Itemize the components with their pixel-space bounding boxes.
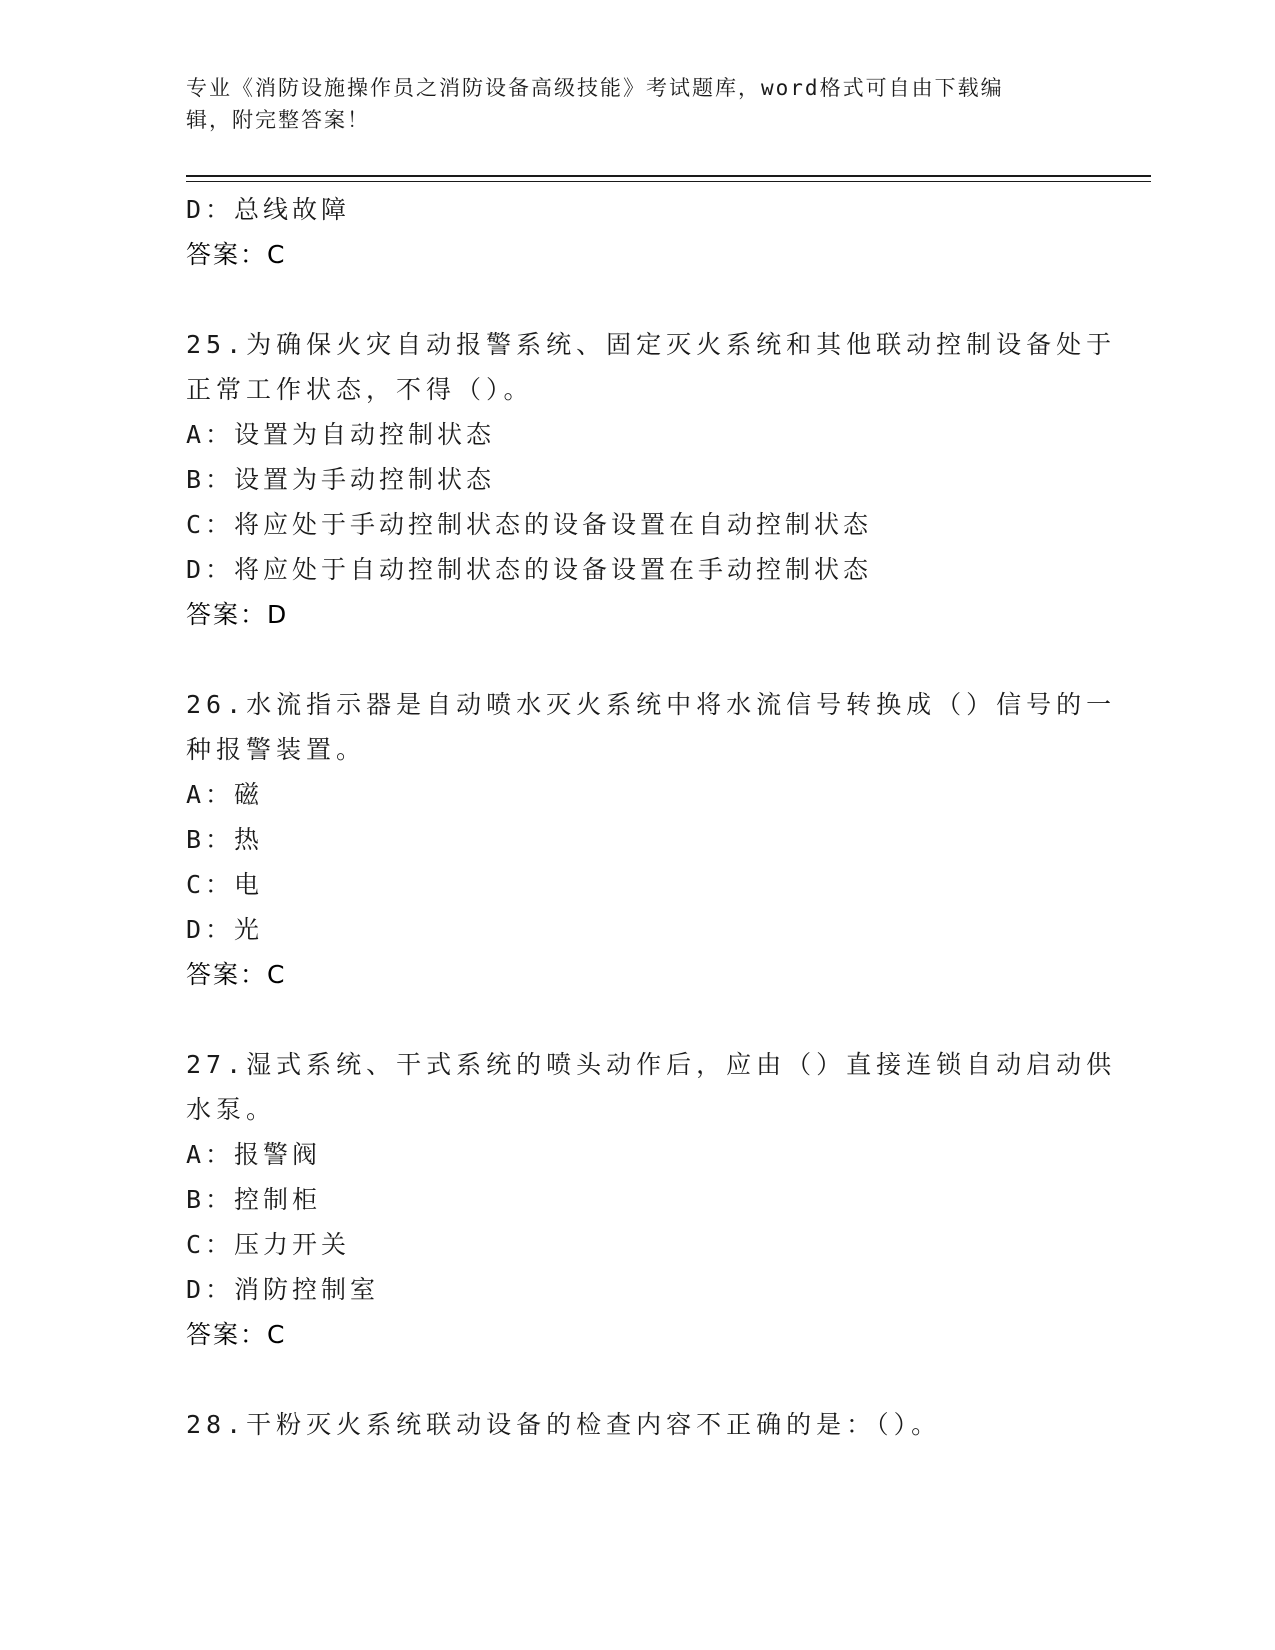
header-line-1: 专业《消防设施操作员之消防设备高级技能》考试题库，word格式可自由下载编: [186, 76, 1004, 100]
option-b: B：控制柜: [186, 1185, 322, 1214]
option-d: D：消防控制室: [186, 1275, 380, 1304]
spacer: [186, 277, 1086, 322]
spacer: [186, 997, 1086, 1042]
answer: 答案：D: [186, 600, 289, 629]
prev-answer: 答案：C: [186, 240, 287, 269]
answer: 答案：C: [186, 960, 287, 989]
option-c: C：将应处于手动控制状态的设备设置在自动控制状态: [186, 510, 873, 539]
prev-option-d: D：总线故障: [186, 195, 351, 224]
option-c: C：压力开关: [186, 1230, 351, 1259]
question-27: [186, 1042, 1117, 1357]
question-content: [186, 187, 1117, 1447]
spacer: [186, 1357, 1086, 1402]
question-text-line: 正常工作状态，不得（）。: [186, 375, 534, 404]
header-line-2: 辑，附完整答案！: [186, 108, 370, 132]
question-text-line: 28.干粉灭火系统联动设备的检查内容不正确的是：（）。: [186, 1410, 942, 1439]
header-rule-thick: [186, 175, 1151, 177]
header-rule-thin: [186, 181, 1151, 182]
question-25: [186, 322, 1117, 637]
option-d: D：光: [186, 915, 264, 944]
spacer: [186, 637, 1086, 682]
option-a: A：报警阀: [186, 1140, 322, 1169]
question-text-line: 27.湿式系统、干式系统的喷头动作后，应由（）直接连锁自动启动供: [186, 1050, 1117, 1079]
option-a: A：磁: [186, 780, 264, 809]
option-b: B：设置为手动控制状态: [186, 465, 496, 494]
question-28: [186, 1402, 1086, 1447]
option-b: B：热: [186, 825, 264, 854]
page-header: [186, 72, 1066, 136]
answer: 答案：C: [186, 1320, 287, 1349]
option-a: A：设置为自动控制状态: [186, 420, 496, 449]
question-26: [186, 682, 1117, 997]
question-text-line: 26.水流指示器是自动喷水灭火系统中将水流信号转换成（）信号的一: [186, 690, 1117, 719]
question-text-line: 水泵。: [186, 1095, 277, 1124]
question-text-line: 25.为确保火灾自动报警系统、固定灭火系统和其他联动控制设备处于: [186, 330, 1117, 359]
option-d: D：将应处于自动控制状态的设备设置在手动控制状态: [186, 555, 873, 584]
question-text-line: 种报警装置。: [186, 735, 367, 764]
option-c: C：电: [186, 870, 264, 899]
